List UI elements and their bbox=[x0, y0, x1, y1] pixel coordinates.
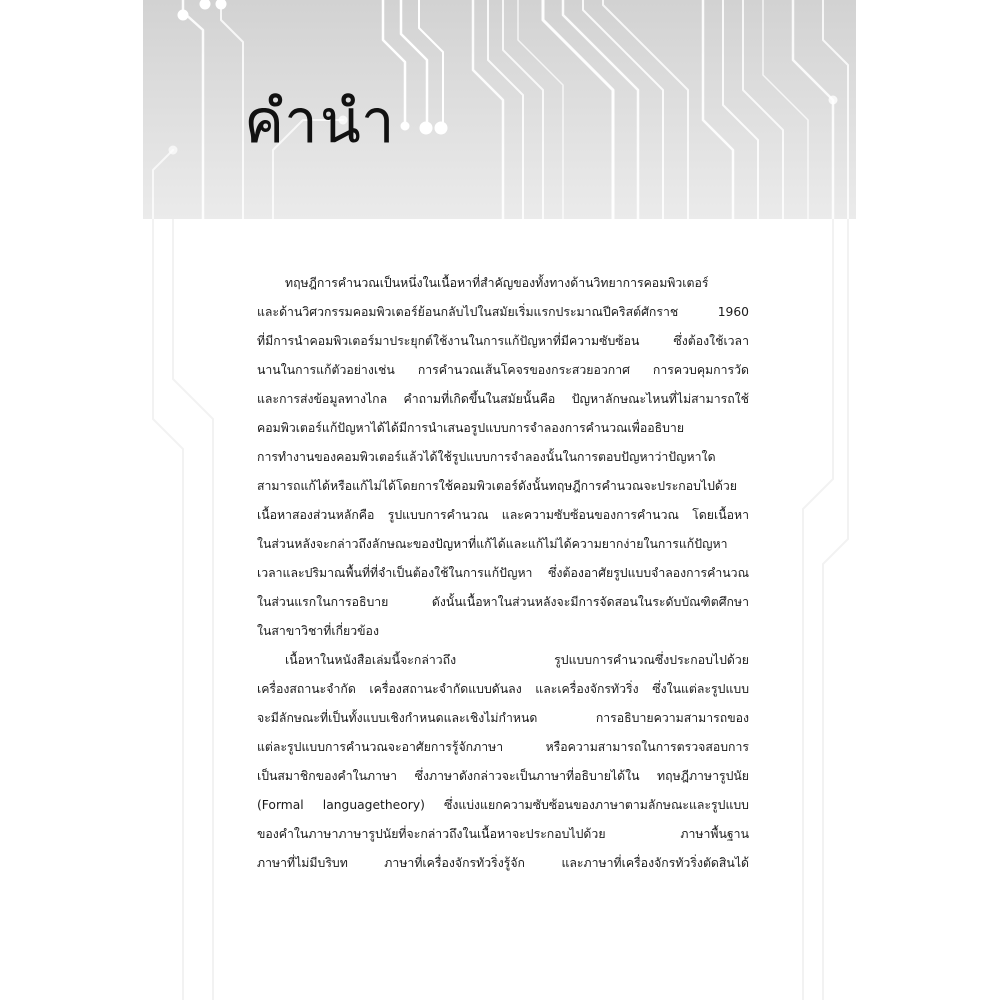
text-line: ในส่วนแรกในการอธิบาย ดังนั้นเนื้อหาในส่วนหลังจะมีการจัดสอนในระดับบัณฑิตศึกษา bbox=[257, 595, 749, 609]
text-line: (Formal languagetheory) ซึ่งแบ่งแยกความซับซ้อนของภาษาตามลักษณะและรูปแบบ bbox=[257, 798, 749, 812]
text-line: ทฤษฎีการคำนวณเป็นหนึ่งในเนื้อหาที่สำคัญของทั้งทางด้านวิทยาการคอมพิวเตอร์ bbox=[285, 276, 709, 290]
page-title: คำนำ bbox=[244, 87, 397, 157]
text-line: คอมพิวเตอร์แก้ปัญหาได้ได้มีการนำเสนอรูปแบบการจำลองการคำนวณเพื่ออธิบาย bbox=[257, 421, 685, 435]
text-line: เนื้อหาในหนังสือเล่มนี้จะกล่าวถึง รูปแบบการคำนวณซึ่งประกอบไปด้วย bbox=[285, 653, 749, 667]
text-line: เนื้อหาสองส่วนหลักคือ รูปแบบการคำนวณ และความซับซ้อนของการคำนวณ โดยเนื้อหา bbox=[257, 508, 749, 522]
text-line: นานในการแก้ตัวอย่างเช่น การคำนวณเส้นโคจรของกระสวยอวกาศ การควบคุมการวัด bbox=[257, 363, 749, 377]
text-line: ในส่วนหลังจะกล่าวถึงลักษณะของปัญหาที่แก้ได้และแก้ไม่ได้ความยากง่ายในการแก้ปัญหา bbox=[257, 537, 728, 551]
text-line: จะมีลักษณะที่เป็นทั้งแบบเชิงกำหนดและเชิงไม่กำหนด การอธิบายความสามารถของ bbox=[257, 711, 749, 725]
body-text bbox=[257, 269, 749, 878]
text-line: สามารถแก้ได้หรือแก้ไม่ได้โดยการใช้คอมพิวเตอร์ดังนั้นทฤษฎีการคำนวณจะประกอบไปด้วย bbox=[257, 479, 738, 493]
text-line: เป็นสมาชิกของคำในภาษา ซึ่งภาษาดังกล่าวจะเป็นภาษาที่อธิบายได้ใน ทฤษฎีภาษารูปนัย bbox=[257, 769, 749, 783]
text-line: และการส่งข้อมูลทางไกล คำถามที่เกิดขึ้นในสมัยนั้นคือ ปัญหาลักษณะไหนที่ไม่สามารถใช้ bbox=[257, 392, 749, 406]
text-line: เครื่องสถานะจำกัด เครื่องสถานะจำกัดแบบดันลง และเครื่องจักรทัวริ่ง ซึ่งในแต่ละรูปแบบ bbox=[257, 682, 749, 696]
text-line: เวลาและปริมาณพื้นที่ที่จำเป็นต้องใช้ในการแก้ปัญหา ซึ่งต้องอาศัยรูปแบบจำลองการคำนวณ bbox=[257, 566, 749, 580]
text-line: แต่ละรูปแบบการคำนวณจะอาศัยการรู้จักภาษา หรือความสามารถในการตรวจสอบการ bbox=[257, 740, 749, 754]
text-line: ของคำในภาษาภาษารูปนัยที่จะกล่าวถึงในเนื้อหาจะประกอบไปด้วย ภาษาพื้นฐาน bbox=[257, 827, 749, 841]
text-line: ที่มีการนำคอมพิวเตอร์มาประยุกต์ใช้งานในการแก้ปัญหาที่มีความซับซ้อน ซึ่งต้องใช้เวลา bbox=[257, 334, 749, 348]
text-line: ในสาขาวิชาที่เกี่ยวข้อง bbox=[257, 624, 379, 638]
paragraph-2 bbox=[257, 646, 749, 878]
paragraph-1 bbox=[257, 269, 749, 646]
text-line: ภาษาที่ไม่มีบริบท ภาษาที่เครื่องจักรทัวริ่งรู้จัก และภาษาที่เครื่องจักรทัวริ่งตัดสินได้ bbox=[257, 856, 749, 870]
text-line: และด้านวิศวกรรมคอมพิวเตอร์ย้อนกลับไปในสมัยเริ่มแรกประมาณปีคริสต์ศักราช 1960 bbox=[257, 305, 749, 319]
text-line: การทำงานของคอมพิวเตอร์แล้วได้ใช้รูปแบบการจำลองนั้นในการตอบปัญหาว่าปัญหาใด bbox=[257, 450, 716, 464]
